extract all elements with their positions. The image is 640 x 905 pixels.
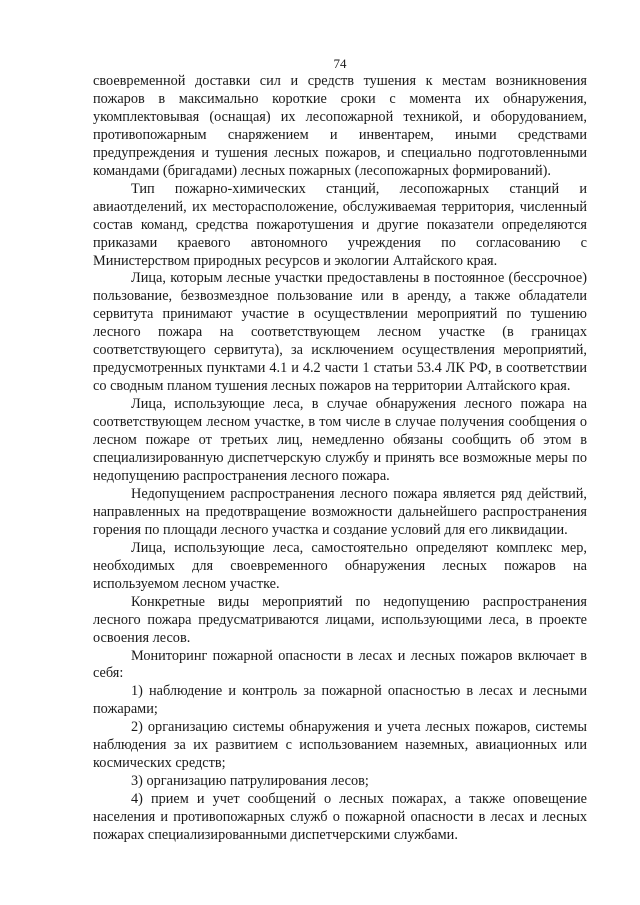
paragraph-5: Недопущением распространения лесного пожара является ряд действий, направленных на предотвращение возможности дальнейшего распространения горения по площади лесного участка и создание условий для его ликвидации. [93, 485, 587, 538]
paragraph-1: своевременной доставки сил и средств тушения к местам возникновения пожаров в максимально короткие сроки с момента их обнаружения, укомплектовывая (оснащая) их лесопожарной техникой, и оборудованием, противопожарным снаряжением и инвентарем, иными средствами предупреждения и тушения лесных пожаров, и специально подготовленными командами (бригадами) лесных пожарных (лесопожарных формирований). [93, 73, 587, 179]
list-item-1: 1) наблюдение и контроль за пожарной опасностью в лесах и лесными пожарами; [93, 683, 587, 718]
page-number: 74 [333, 56, 347, 71]
paragraph-7: Конкретные виды мероприятий по недопущению распространения лесного пожара предусматриваются лицами, использующими леса, в проекте освоения лесов. [93, 593, 587, 646]
paragraph-4: Лица, использующие леса, в случае обнаружения лесного пожара на соответствующем лесном участке, в том числе в случае получения сообщения о лесном пожаре от третьих лиц, немедленно обязаны сообщить об этом в специализированную диспетчерскую службу и принять все возможные меры по недопущению распространения лесного пожара. [93, 396, 587, 484]
paragraph-2: Тип пожарно-химических станций, лесопожарных станций и авиаотделений, их месторасположение, обслуживаемая территория, численный состав команд, средства пожаротушения и другие показатели определяются приказами краевого автономного учреждения по согласованию с Министерством природных ресурсов и экологии Алтайского края. [93, 180, 587, 269]
paragraph-6: Лица, использующие леса, самостоятельно определяют комплекс мер, необходимых для своевременного обнаружения лесных пожаров на используемом лесном участке. [93, 539, 587, 592]
list-item-4: 4) прием и учет сообщений о лесных пожарах, а также оповещение населения и противопожарных служб о пожарной опасности в лесах и лесных пожарах специализированными диспетчерскими службами. [93, 791, 587, 844]
paragraph-8: Мониторинг пожарной опасности в лесах и лесных пожаров включает в себя: [93, 647, 587, 682]
list-item-3: 3) организацию патрулирования лесов; [131, 773, 369, 790]
document-page [93, 0, 587, 905]
paragraph-3: Лица, которым лесные участки предоставлены в постоянное (бессрочное) пользование, безвозмездное пользование или в аренду, а также обладатели сервитута принимают участие в осуществлении мероприятий по тушению лесного пожара на соответствующем лесном участке (в границах соответствующего сервитута), за исключением осуществления мероприятий, предусмотренных пунктами 4.1 и 4.2 части 1 статьи 53.4 ЛК РФ, в соответствии со сводным планом тушения лесных пожаров на территории Алтайского края. [93, 270, 587, 395]
list-item-2: 2) организацию системы обнаружения и учета лесных пожаров, системы наблюдения за их развитием с использованием наземных, авиационных или космических средств; [93, 719, 587, 772]
document-body [93, 73, 587, 845]
